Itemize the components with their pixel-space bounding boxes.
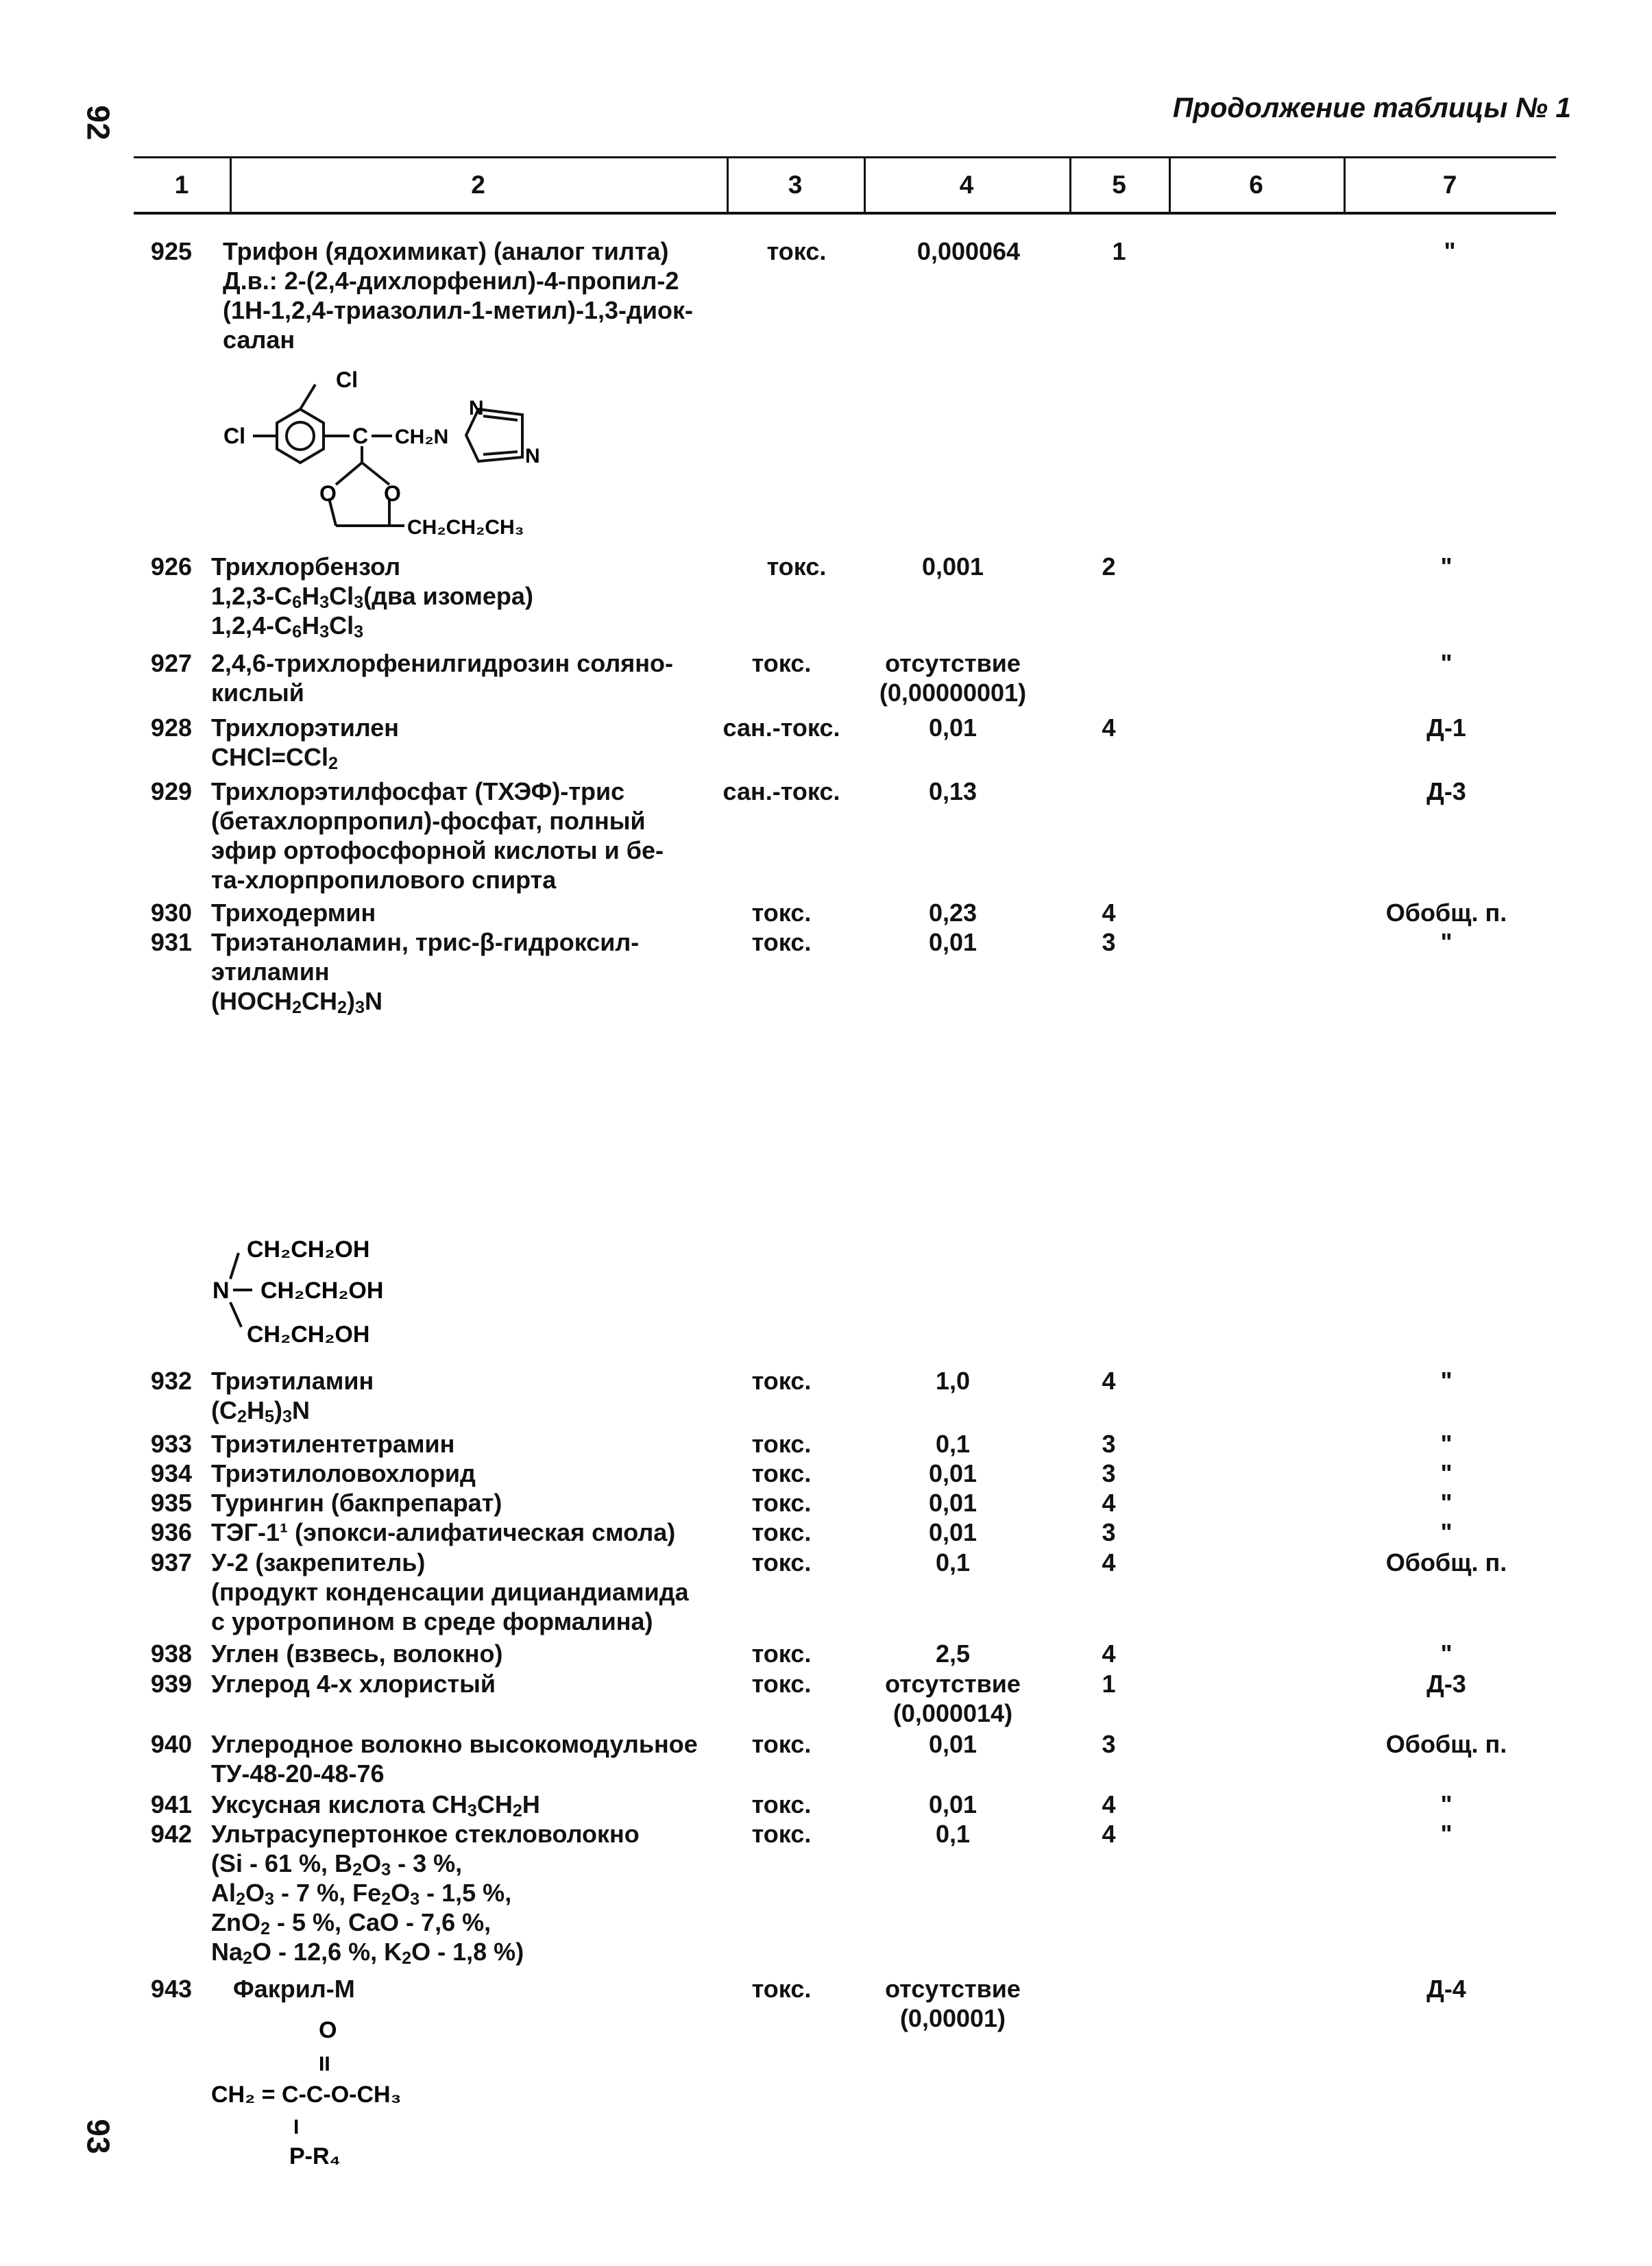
- row-number: 935: [150, 1489, 192, 1517]
- hazard-type: токс.: [766, 237, 827, 265]
- note: ": [1440, 1820, 1453, 1848]
- row-number: 936: [150, 1518, 192, 1546]
- name-line: 2,4,6-трихлорфенилгидрозин соляно-: [211, 649, 673, 677]
- hazard-type: токс.: [751, 1730, 812, 1758]
- note: Обобщ. п.: [1385, 899, 1507, 927]
- concentration-value: 0,01: [928, 1790, 977, 1818]
- name-line: та-хлорпропилового спирта: [211, 866, 557, 894]
- value-line: (0,000014): [892, 1699, 1013, 1727]
- name-line: Трифон (ядохимикат) (аналог тилта): [223, 237, 669, 265]
- note: Д-3: [1426, 1670, 1466, 1698]
- hazard-class: 3: [1102, 1518, 1116, 1546]
- concentration-value: [850, 1669, 1056, 1728]
- row-number: 938: [150, 1640, 192, 1668]
- hazard-class: 4: [1102, 1790, 1116, 1818]
- arm-3-label: CH₂CH₂OH: [247, 1321, 370, 1348]
- hazard-class: 3: [1102, 1459, 1116, 1487]
- row-number: 941: [150, 1790, 192, 1818]
- central-carbon-label: C: [352, 424, 369, 448]
- name-line: $1,2,3-C_6H_3Cl_3(два$ изомера): [211, 582, 533, 613]
- table-header: [134, 156, 1556, 215]
- substance-name: Углерод 4-х хлористый: [211, 1670, 496, 1698]
- hazard-class: 4: [1102, 1640, 1116, 1668]
- substance-name: [211, 648, 673, 707]
- hazard-class: 4: [1102, 1820, 1116, 1848]
- header-col-3: 3: [788, 171, 803, 199]
- name-line: CHCl=CCl$_2$: [211, 743, 339, 774]
- hazard-type: токс.: [751, 1459, 812, 1487]
- name-line: кислый: [211, 679, 304, 707]
- hazard-class: 1: [1102, 1670, 1116, 1698]
- fakril-structure: [206, 2012, 494, 2173]
- note: ": [1440, 1790, 1453, 1818]
- note: ": [1440, 1367, 1453, 1395]
- top-page-number: 92: [80, 105, 117, 141]
- substance-name: [211, 1729, 698, 1788]
- note: ": [1440, 1489, 1453, 1517]
- hazard-class: 3: [1102, 1730, 1116, 1758]
- row-number: 933: [150, 1430, 192, 1458]
- name-line: Ультрасупертонкое стекловолокно: [211, 1820, 640, 1848]
- continuation-title: Продолжение таблицы № 1: [1172, 92, 1571, 123]
- hazard-type: сан.-токс.: [722, 714, 840, 742]
- substance-name: Триходермин: [211, 899, 376, 927]
- name-line: эфир ортофосфорной кислоты и бе-: [211, 836, 664, 864]
- row-number: 930: [150, 899, 192, 927]
- hazard-class: 4: [1102, 1367, 1116, 1395]
- header-col-7: 7: [1442, 171, 1457, 199]
- substance-name: [211, 1819, 640, 1969]
- hazard-class: 3: [1102, 1430, 1116, 1458]
- name-line: Д.в.: 2-(2,4-дихлорфенил)-4-пропил-2: [223, 267, 679, 295]
- name-line: $(HOCH_2CH_2)_3N$: [211, 987, 383, 1018]
- substance-name: Турингин (бакпрепарат): [211, 1489, 502, 1517]
- hazard-type: токс.: [751, 1518, 812, 1546]
- concentration-value: [850, 1974, 1056, 2033]
- name-line: Углеродное волокно высокомодульное: [211, 1730, 698, 1758]
- bottom-page-number: 93: [80, 2119, 117, 2154]
- note: ": [1440, 552, 1453, 581]
- note: ": [1440, 1518, 1453, 1546]
- dioxolane-o-right: O: [384, 481, 401, 506]
- hazard-class: 4: [1102, 714, 1116, 742]
- dioxolane-o-left: O: [319, 481, 337, 506]
- substance-name: Триэтилоловохлорид: [211, 1459, 476, 1487]
- substance-name: Триэтилентетрамин: [211, 1430, 455, 1458]
- concentration-value: 1,0: [935, 1367, 971, 1395]
- name-line: ZnO$_2$ - 5 %, CaO - 7,6 %,: [211, 1908, 491, 1939]
- concentration-value: 0,23: [928, 899, 977, 927]
- name-line: Трихлорбензол: [211, 552, 401, 581]
- hazard-type: токс.: [751, 1790, 812, 1818]
- note: ": [1440, 1459, 1453, 1487]
- name-line: Трихлорэтилен: [211, 714, 399, 742]
- hazard-type: сан.-токс.: [722, 777, 840, 805]
- hazard-type: токс.: [751, 1640, 812, 1668]
- triazole-n-right: N: [525, 445, 540, 467]
- concentration-value: 0,01: [928, 928, 977, 956]
- concentration-value: 0,1: [935, 1820, 971, 1848]
- row-number: 942: [150, 1820, 192, 1848]
- name-line: Триэтаноламин, трис-β-гидроксил-: [211, 928, 640, 956]
- name-line: (продукт конденсации дициандиамида: [211, 1578, 689, 1606]
- concentration-value: 0,1: [935, 1430, 971, 1458]
- hazard-type: токс.: [766, 552, 827, 581]
- hazard-type: токс.: [751, 1820, 812, 1848]
- name-line: (бетахлорпропил)-фосфат, полный: [211, 807, 646, 835]
- name-line: этиламин: [211, 958, 330, 986]
- substance-name: [223, 236, 693, 354]
- propyl-label: CH₂CH₂CH₃: [407, 516, 524, 539]
- hazard-class: 2: [1102, 552, 1116, 581]
- concentration-value: [850, 648, 1056, 707]
- concentration-value: 0,000064: [916, 237, 1021, 265]
- name-line: ТУ-48-20-48-76: [211, 1759, 385, 1788]
- concentration-value: 0,001: [921, 552, 984, 581]
- name-line: $Na_2O - 12,6$ %, $K_2O - 1,8$ %): [211, 1938, 524, 1969]
- name-line: салан: [223, 326, 295, 354]
- main-chain-label: CH₂ = C-C-O-CH₃: [211, 2082, 402, 2108]
- substance-name: Уксусная кислота $CH_3CH_2H$: [211, 1790, 540, 1821]
- substance-name: [211, 777, 664, 894]
- arm-2-label: CH₂CH₂OH: [260, 1278, 384, 1304]
- row-number: 928: [150, 714, 192, 742]
- hazard-class: 1: [1112, 237, 1126, 265]
- row-number: 927: [150, 649, 192, 677]
- single-bond-mark: I: [293, 2116, 300, 2139]
- arm-1-label: CH₂CH₂OH: [247, 1236, 370, 1263]
- cl-left-label: Cl: [223, 424, 245, 448]
- value-line: отсутствие: [885, 1975, 1021, 2003]
- name-line: с уротропином в среде формалина): [211, 1607, 653, 1635]
- row-number: 939: [150, 1670, 192, 1698]
- note: Обобщ. п.: [1385, 1548, 1507, 1576]
- row-number: 932: [150, 1367, 192, 1395]
- concentration-value: 0,1: [935, 1548, 971, 1576]
- concentration-value: 0,01: [928, 714, 977, 742]
- note: ": [1440, 649, 1453, 677]
- note: ": [1440, 1430, 1453, 1458]
- name-line: (Si - 61 %, $B_2O_3 - 3$ %,: [211, 1849, 463, 1880]
- hazard-type: токс.: [751, 1367, 812, 1395]
- substance-name: [211, 1366, 374, 1425]
- note: Д-4: [1426, 1975, 1466, 2003]
- ch2n-label: CH₂N: [395, 426, 449, 448]
- substance-name: [211, 713, 399, 772]
- hazard-type: токс.: [751, 1975, 812, 2003]
- note: Д-1: [1426, 714, 1466, 742]
- note: Обобщ. п.: [1385, 1730, 1507, 1758]
- hazard-type: токс.: [751, 1489, 812, 1517]
- concentration-value: 2,5: [935, 1640, 971, 1668]
- note: ": [1440, 1640, 1453, 1668]
- value-line: (0,00001): [899, 2004, 1006, 2032]
- name-line: Триэтиламин: [211, 1367, 374, 1395]
- concentration-value: 0,01: [928, 1489, 977, 1517]
- substance-name: [211, 552, 533, 640]
- row-number: 937: [150, 1548, 192, 1576]
- aromatic-circle: [287, 422, 314, 450]
- hazard-type: токс.: [751, 899, 812, 927]
- substance-name: Факрил-М: [233, 1975, 355, 2003]
- name-line: Трихлорэтилфосфат (ТХЭФ)-трис: [211, 777, 625, 805]
- substance-name: [211, 1548, 689, 1636]
- cl-top-label: Cl: [336, 367, 358, 392]
- name-line: $(C_2H_5)_3N$: [211, 1396, 311, 1427]
- benzene-ring: [277, 409, 324, 463]
- note: ": [1444, 237, 1456, 265]
- substituent-label: P-R₄: [289, 2143, 341, 2169]
- row-number: 934: [150, 1459, 192, 1487]
- header-col-4: 4: [959, 171, 974, 199]
- substance-name: ТЭГ-1¹ (эпокси-алифатическая смола): [211, 1518, 676, 1546]
- carbonyl-oxygen-label: O: [319, 2017, 337, 2043]
- row-number: 940: [150, 1730, 192, 1758]
- hazard-class: 4: [1102, 899, 1116, 927]
- row-number: 926: [150, 552, 192, 581]
- name-line: $Al_2O_3 - 7$ %, $Fe_2O_3 - 1,5$ %,: [211, 1879, 512, 1910]
- row-number: 925: [150, 237, 192, 265]
- hazard-class: 4: [1102, 1489, 1116, 1517]
- substance-name: Углен (взвесь, волокно): [211, 1640, 503, 1668]
- name-line: (1Н-1,2,4-триазолил-1-метил)-1,3-диок-: [223, 296, 694, 324]
- row-number: 943: [150, 1975, 192, 2003]
- double-bond-mark: II: [319, 2053, 330, 2075]
- name-line: У-2 (закрепитель): [211, 1548, 426, 1576]
- value-line: отсутствие: [885, 649, 1021, 677]
- hazard-type: токс.: [751, 1430, 812, 1458]
- concentration-value: 0,01: [928, 1518, 977, 1546]
- nitrogen-label: N: [212, 1278, 230, 1304]
- hazard-type: токс.: [751, 1670, 812, 1698]
- name-line: $1,2,4-C_6H_3Cl_3$: [211, 611, 364, 642]
- trifon-structure: [206, 367, 562, 545]
- triazole-n-top: N: [469, 397, 484, 419]
- hazard-class: 4: [1102, 1548, 1116, 1576]
- header-col-1: 1: [174, 171, 189, 199]
- header-col-2: 2: [471, 171, 485, 199]
- concentration-value: 0,01: [928, 1459, 977, 1487]
- hazard-type: токс.: [751, 1548, 812, 1576]
- row-number: 931: [150, 928, 192, 956]
- concentration-value: 0,13: [928, 777, 977, 805]
- note: ": [1440, 928, 1453, 956]
- row-number: 929: [150, 777, 192, 805]
- value-line: отсутствие: [885, 1670, 1021, 1698]
- header-col-6: 6: [1249, 171, 1263, 199]
- concentration-value: 0,01: [928, 1730, 977, 1758]
- hazard-type: токс.: [751, 928, 812, 956]
- header-col-5: 5: [1112, 171, 1126, 199]
- hazard-type: токс.: [751, 649, 812, 677]
- hazard-class: 3: [1102, 928, 1116, 956]
- substance-name: [211, 927, 639, 1016]
- triethanolamine-structure: [206, 1234, 425, 1354]
- note: Д-3: [1426, 777, 1466, 805]
- value-line: (0,00000001): [879, 679, 1027, 707]
